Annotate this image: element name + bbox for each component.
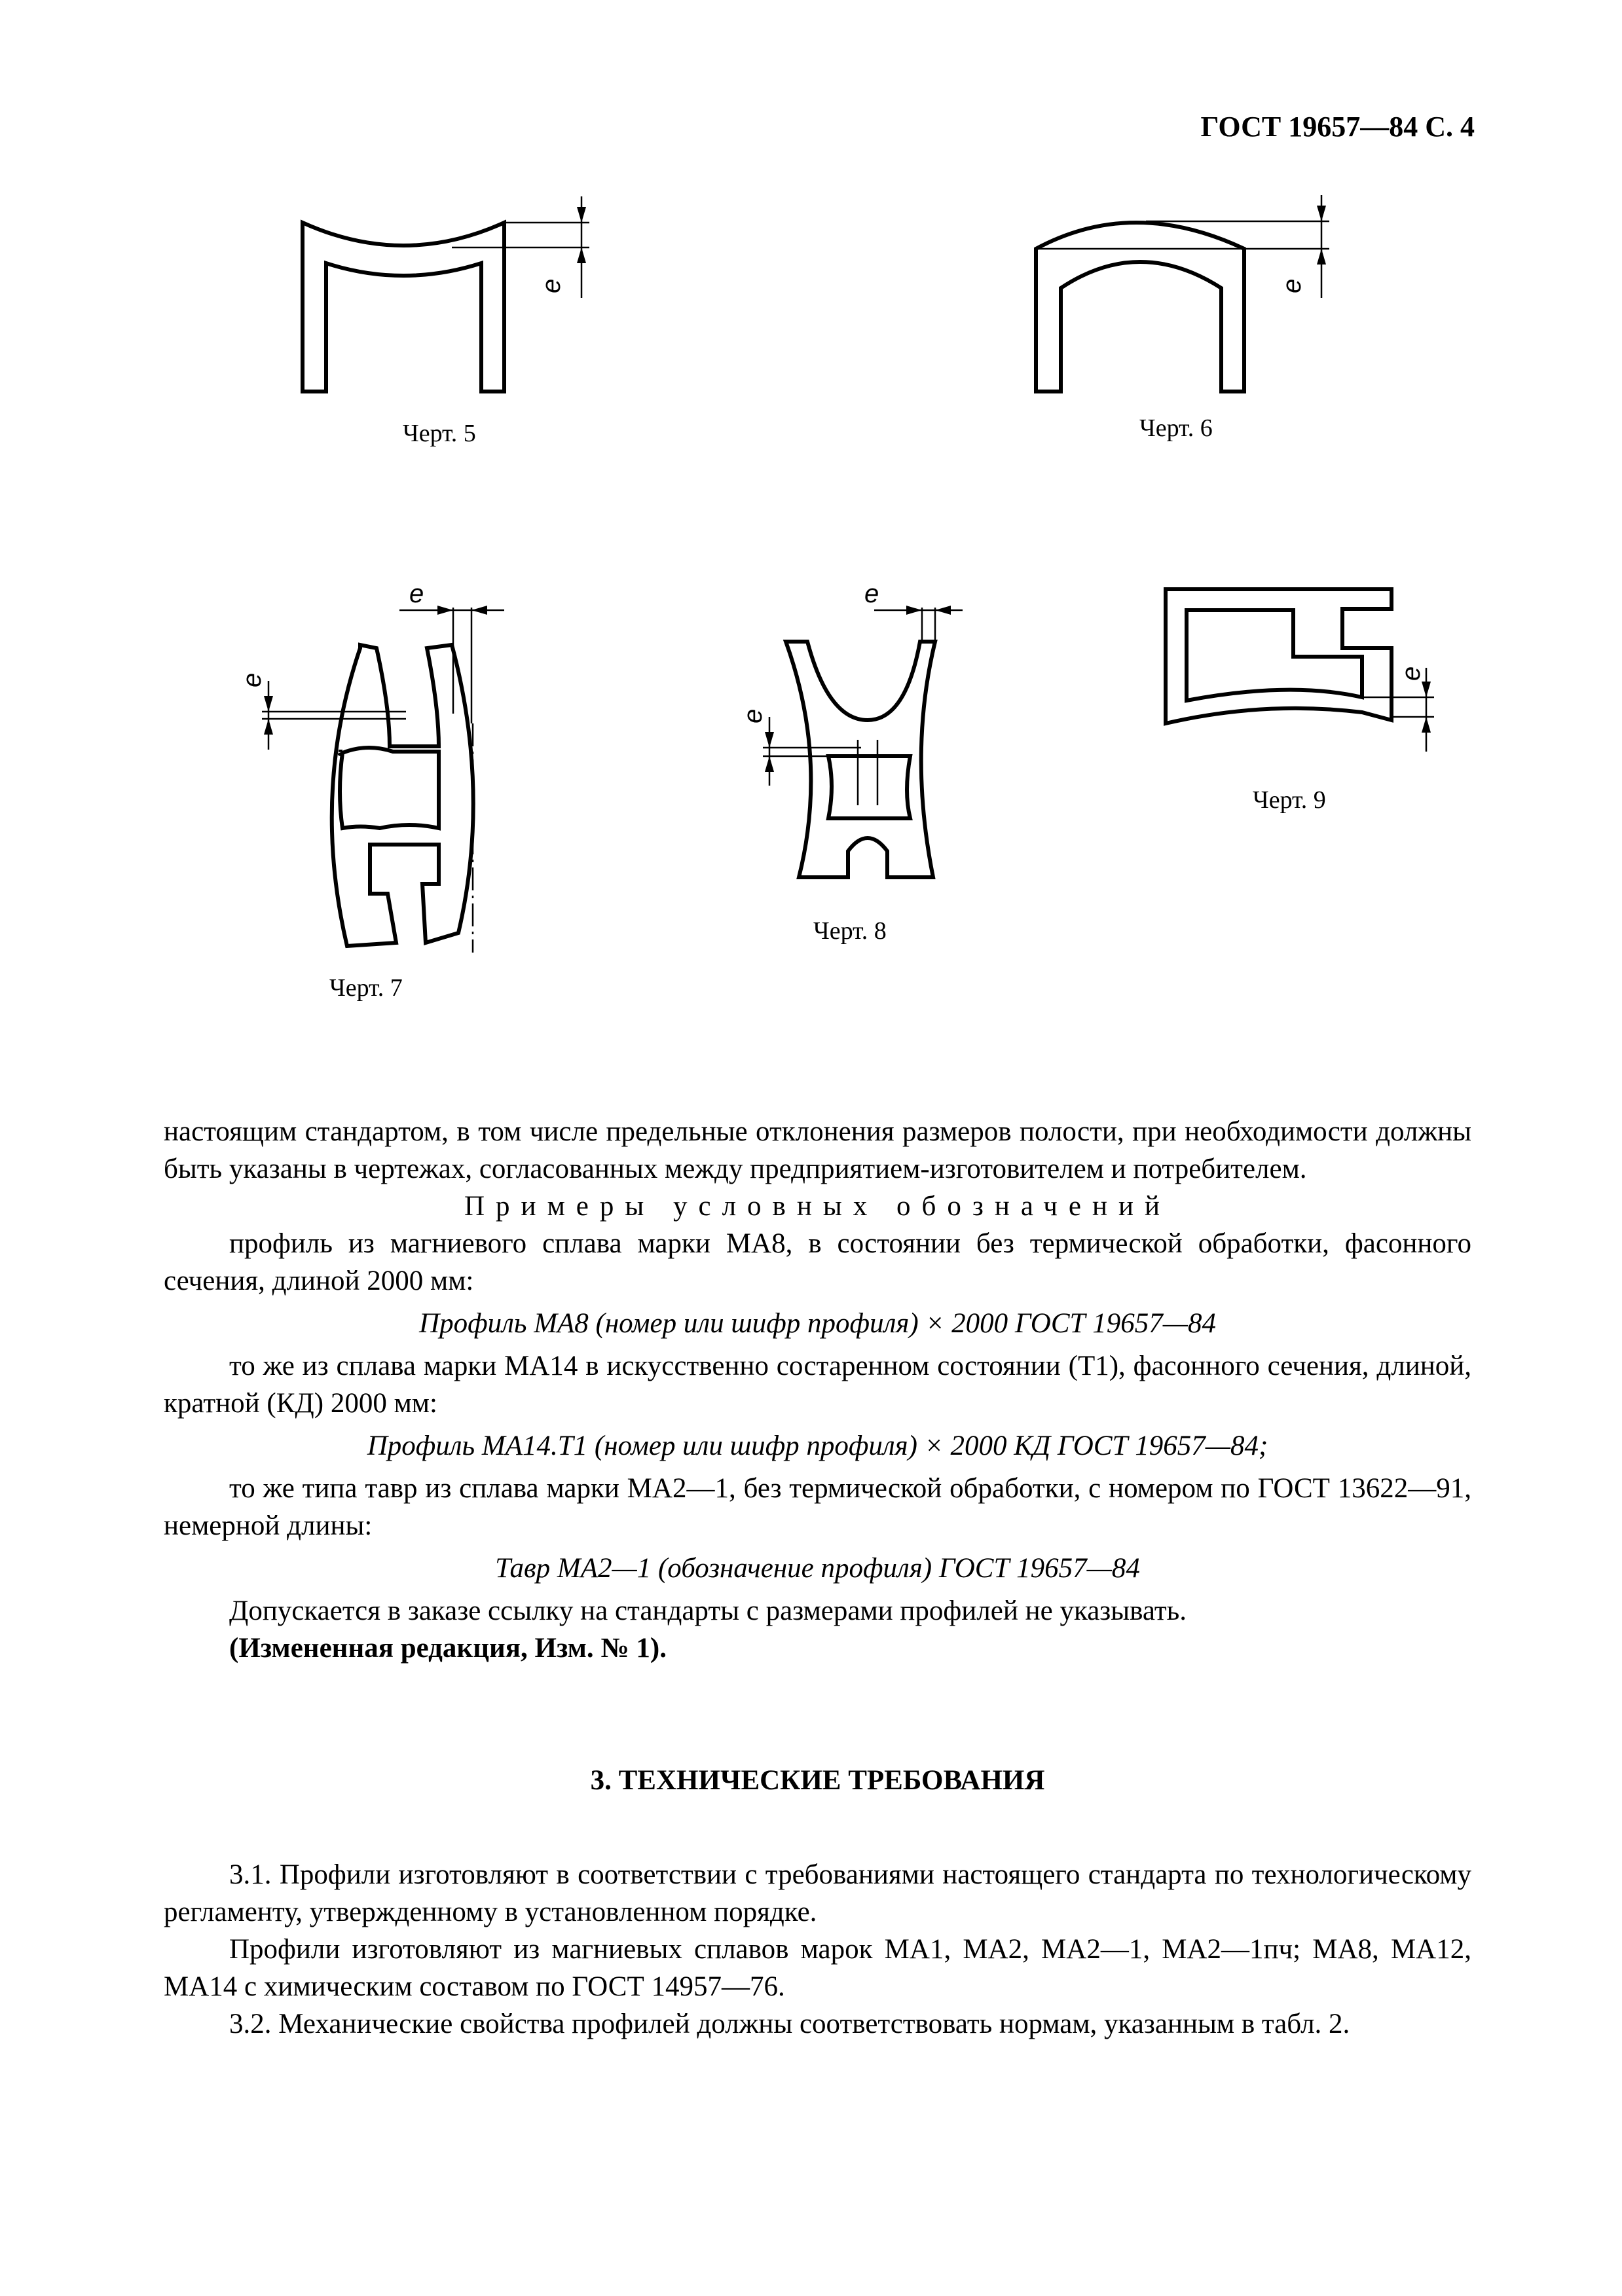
example-designation: Профиль МА8 (номер или шифр профиля) × 2000 ГОСТ 19657—84 — [419, 1308, 1216, 1339]
dim-label-e: e — [537, 278, 566, 293]
drawing-fig6 — [1022, 190, 1349, 399]
caption-fig9: Черт. 9 — [1253, 786, 1326, 814]
paragraph: Профили изготовляют из магниевых сплавов марок МА1, МА2, МА2—1, МА2—1пч; МА8, МА12, МА14 с химическим составом по ГОСТ 14957—76. — [164, 1934, 1471, 2002]
caption-fig6: Черт. 6 — [1139, 414, 1213, 442]
example-designation: Профиль МА14.Т1 (номер или шифр профиля) × 2000 КД ГОСТ 19657—84; — [367, 1430, 1268, 1461]
paragraph: 3.2. Механические свойства профилей должны соответствовать нормам, указанным в табл. 2. — [229, 2009, 1350, 2039]
paragraph: 3.1. Профили изготовляют в соответствии с требованиями настоящего стандарта по технологическому регламенту, утвержденному в установленном порядке. — [164, 1859, 1471, 1927]
examples-heading: Примеры условных обозначений — [464, 1191, 1171, 1222]
dim-label-e: e — [409, 579, 424, 608]
paragraph: Допускается в заказе ссылку на стандарты с размерами профилей не указывать. — [229, 1595, 1187, 1626]
dim-label-e: e — [739, 708, 767, 723]
caption-fig7: Черт. 7 — [329, 974, 403, 1002]
dim-label-e: e — [238, 672, 267, 687]
dim-label-e: e — [1278, 278, 1306, 293]
section3-text — [164, 1856, 1471, 2043]
caption-fig8: Черт. 8 — [813, 917, 887, 945]
drawing-fig8 — [737, 576, 999, 903]
dim-label-e: e — [864, 579, 879, 608]
drawing-fig9 — [1146, 576, 1460, 773]
example-designation: Тавр МА2—1 (обозначение профиля) ГОСТ 19657—84 — [495, 1553, 1140, 1584]
dim-label-e: e — [1397, 666, 1426, 681]
page-header: ГОСТ 19657—84 С. 4 — [1200, 111, 1475, 143]
drawing-fig7 — [238, 576, 524, 969]
caption-fig5: Черт. 5 — [403, 420, 476, 447]
amendment-note: (Измененная редакция, Изм. № 1). — [229, 1633, 667, 1664]
paragraph: профиль из магниевого сплава марки МА8, в состоянии без термической обработки, фасонного сечения, длиной 2000 мм: — [164, 1228, 1471, 1296]
section-title: 3. ТЕХНИЧЕСКИЕ ТРЕБОВАНИЯ — [590, 1765, 1045, 1796]
body-text — [164, 1113, 1471, 1667]
paragraph: то же типа тавр из сплава марки МА2—1, без термической обработки, с номером по ГОСТ 13622—91, немерной длины: — [164, 1473, 1471, 1541]
drawing-fig5 — [288, 190, 616, 399]
paragraph: настоящим стандартом, в том числе предельные отклонения размеров полости, при необходимости должны быть указаны в чертежах, согласованных между предприятием-изготовителем и потребителем. — [164, 1116, 1471, 1184]
paragraph: то же из сплава марки МА14 в искусственно состаренном состоянии (Т1), фасонного сечения, длиной, кратной (КД) 2000 мм: — [164, 1351, 1471, 1419]
